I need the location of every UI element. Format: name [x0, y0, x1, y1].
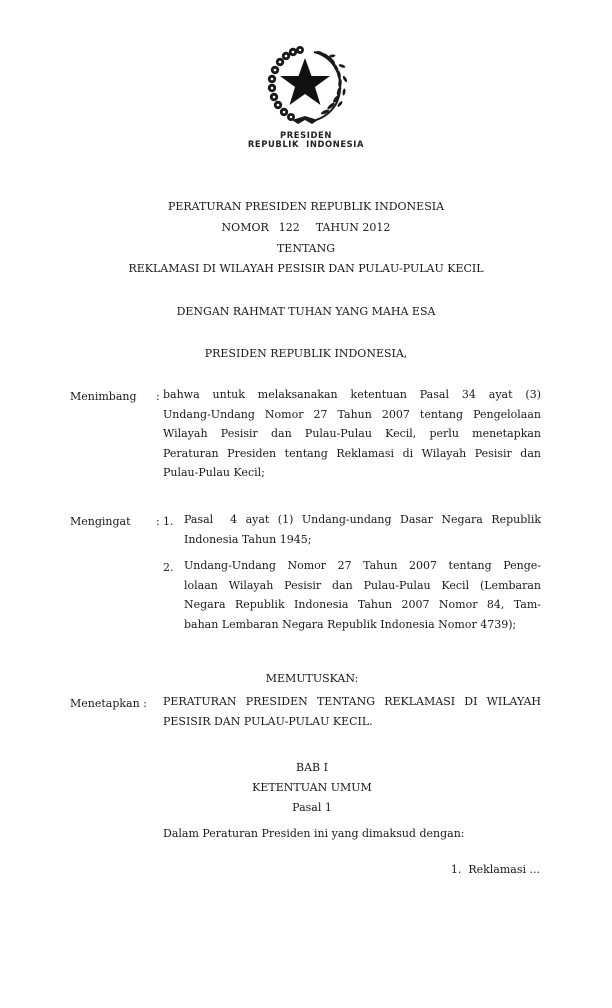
page-continuation: 1. Reklamasi ... — [450, 863, 540, 876]
menimbang-label: Menimbang — [70, 390, 137, 403]
blessing-line: DENGAN RAHMAT TUHAN YANG MAHA ESA — [176, 305, 436, 318]
menetapkan-text — [163, 692, 541, 731]
emblem-label-republik-indonesia: REPUBLIK INDONESIA — [247, 139, 365, 149]
menetapkan-line: PERATURAN PRESIDEN TENTANG REKLAMASI DI WILAYAH — [163, 695, 541, 708]
tentang-heading: TENTANG — [276, 242, 336, 255]
memutuskan-text: MEMUTUSKAN: — [265, 672, 359, 685]
definitions-intro: Dalam Peraturan Presiden ini yang dimaksud dengan: — [163, 827, 465, 840]
menimbang-line: Pulau-Pulau Kecil; — [163, 466, 265, 480]
mengingat-colon: : — [156, 515, 160, 528]
menetapkan-label: Menetapkan : — [70, 697, 147, 710]
mengingat-line: Undang-Undang Nomor 27 Tahun 2007 tentang Penge- — [184, 559, 541, 572]
tahun-label: TAHUN 2012 — [315, 221, 391, 234]
mengingat-line: lolaan Wilayah Pesisir dan Pulau-Pulau Kecil (Lembaran — [184, 578, 541, 592]
chapter-title-text: KETENTUAN UMUM — [252, 781, 372, 794]
mengingat-line: bahan Lembaran Negara Republik Indonesia Nomor 4739); — [184, 617, 517, 631]
mengingat-line: Pasal 4 ayat (1) Undang-undang Dasar Negara Republik — [184, 513, 541, 526]
menetapkan-line: PESISIR DAN PULAU-PULAU KECIL. — [163, 714, 373, 728]
chapter-number — [0, 761, 612, 775]
president-line: PRESIDEN REPUBLIK INDONESIA, — [204, 347, 408, 360]
regulation-number — [0, 221, 612, 235]
nomor-label: NOMOR — [221, 221, 269, 234]
menimbang-text — [163, 385, 541, 483]
memutuskan-heading — [0, 672, 612, 686]
nomor-value: 122 — [278, 221, 300, 234]
mengingat-line: Negara Republik Indonesia Tahun 2007 Nomor 84, Tam- — [184, 598, 541, 612]
emblem-label-presiden: PRESIDEN — [280, 130, 332, 140]
presidential-emblem — [256, 44, 354, 130]
chapter-title — [0, 781, 612, 795]
mengingat-item-2 — [184, 556, 541, 634]
article-number — [0, 801, 612, 815]
mengingat-item-1 — [184, 510, 541, 549]
menimbang-line: Peraturan Presiden tentang Reklamasi di Wilayah Pesisir dan — [163, 446, 541, 460]
menimbang-line: bahwa untuk melaksanakan ketentuan Pasal 34 ayat (3) — [163, 388, 541, 401]
mengingat-item-number: 2. — [163, 561, 174, 574]
mengingat-line: Indonesia Tahun 1945; — [184, 532, 312, 546]
menimbang-line: Wilayah Pesisir dan Pulau-Pulau Kecil, perlu menetapkan — [163, 427, 541, 441]
bab-text: BAB I — [296, 761, 328, 774]
regulation-title: PERATURAN PRESIDEN REPUBLIK INDONESIA — [167, 200, 445, 213]
mengingat-item-number: 1. — [163, 515, 174, 528]
mengingat-label: Mengingat — [70, 515, 131, 528]
pasal-text: Pasal 1 — [292, 801, 332, 814]
menimbang-colon: : — [156, 390, 160, 403]
garuda-star-wreath-emblem-icon — [256, 44, 354, 130]
menimbang-line: Undang-Undang Nomor 27 Tahun 2007 tentang Pengelolaan — [163, 407, 541, 421]
regulation-subject: REKLAMASI DI WILAYAH PESISIR DAN PULAU-PULAU KECIL — [128, 262, 484, 275]
